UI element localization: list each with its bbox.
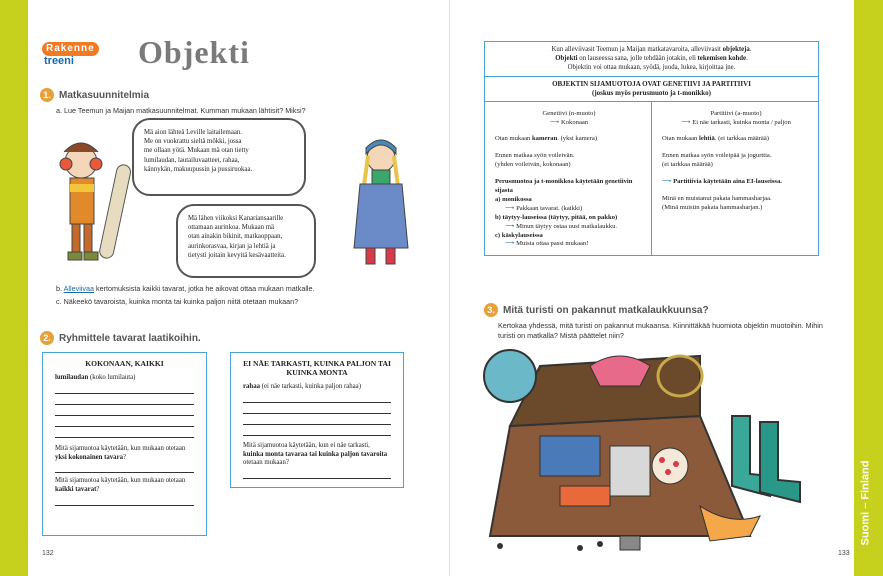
boy-with-snowboard-illustration <box>46 124 146 272</box>
grammar-intro <box>485 42 818 77</box>
partitive-column <box>651 102 818 256</box>
box-kokonaan-example <box>55 374 194 383</box>
intro-line1 <box>489 45 814 54</box>
par-ex3: Minä en muistanut pakata hammasharjaa. <box>662 195 772 203</box>
page-number-left: 132 <box>42 550 54 557</box>
example-note: (koko lumilauta) <box>88 374 136 381</box>
side-label-text: Suomi – Finland <box>859 460 872 546</box>
gen-ex1-pre: Otan mukaan <box>495 135 532 143</box>
answer-line[interactable] <box>55 462 194 473</box>
side-label-suomi-finland <box>861 455 881 555</box>
section1-title: Matkasuunnitelmia <box>59 89 150 101</box>
genitive-example1 <box>495 135 643 144</box>
bubble-maija-text: Mä lähen viikoksi Kanariansaarille ottamaan aurinkoa. Mukaan mä otan ainakin bikinit, matkaoppaan, aurinkorasvaa, kirjan ja lehtiä ja tietysti joitain kevyitä kesävaatteita. <box>188 215 286 259</box>
bubble-teemu-text: Mä aion lähteä Leville laitailemaan. Me on vuokrattu sieltä mökki, jossa me ollaan yötä. Mukaan mä otan tietty lumilaudan, lautailuvaatteet, rahaa, kännykän, makuupussin ja pussiruokaa. <box>144 129 253 173</box>
speech-bubble-teemu <box>132 118 306 196</box>
q1-bold: yksi kokonainen tavara <box>55 453 123 461</box>
box-ei-nae-example <box>243 383 391 392</box>
gen-rule: Perusmuotoa ja t-monikkoa käytetään genetiivin sijasta <box>495 178 633 195</box>
arrow-icon: ⟶ <box>662 178 674 186</box>
section2-number: 2. <box>40 331 54 345</box>
gen-ex1-bold: kameran <box>532 135 558 143</box>
q2-bold: kaikki tavarat <box>55 486 97 494</box>
intro1-post: . <box>749 46 752 53</box>
answer-line[interactable] <box>55 394 194 405</box>
partitive-rule <box>662 178 810 187</box>
gen-rule-b-ex: Minun täytyy ostaa uusi matkalaukku. <box>516 222 618 230</box>
partitive-example1 <box>662 135 810 144</box>
intro-line2 <box>489 54 814 63</box>
girl-in-winter-coat-illustration <box>346 138 416 270</box>
gen-rule-c-ex: Muista ottaa passi mukaan! <box>516 240 589 248</box>
arrow-icon: ⟶ <box>549 118 561 126</box>
example-word-rahaa: rahaa <box>243 383 260 390</box>
arrow-icon: ⟶ <box>505 222 517 230</box>
intro1-pre: Kun alleviivasit Teemun ja Maijan matkatavaroita, alleviivasit <box>551 46 723 53</box>
intro2-mid: on lauseessa sana, jolle tehdään jotakin, eli <box>577 55 698 63</box>
partitive-example2 <box>662 152 810 170</box>
answer-line[interactable] <box>55 416 194 427</box>
arrow-icon: ⟶ <box>505 240 517 248</box>
par-ex2: Ennen matkaa syön voileipää ja jogurttia. <box>662 152 772 160</box>
partitive-head2: Ei näe tarkasti, kuinka monta / paljon <box>692 118 791 126</box>
q1-post: ? <box>123 453 127 461</box>
answer-line[interactable] <box>243 425 391 436</box>
answer-line[interactable] <box>55 427 194 438</box>
arrow-icon: ⟶ <box>505 204 517 212</box>
section3-title: Mitä turisti on pakannut matkalaukkuunsa? <box>503 304 709 316</box>
answer-line[interactable] <box>243 468 391 479</box>
answer-line[interactable] <box>243 403 391 414</box>
partitive-example3 <box>662 195 810 213</box>
example-word-lumilaudan: lumilaudan <box>55 374 89 381</box>
left-page <box>28 0 450 576</box>
answer-line[interactable] <box>55 405 194 416</box>
partitive-head: Partitiivi (a-muoto) <box>710 109 762 117</box>
gen-rule-c: c) käskylauseissa <box>495 231 543 239</box>
gen-ex2: Ennen matkaa syön voileivän. <box>495 152 575 160</box>
q-post: otetaan mukaan? <box>243 459 289 467</box>
badge-top-text: Rakenne <box>42 42 99 56</box>
genitive-head: Genetiivi (n-muoto) <box>542 109 596 117</box>
box-kokonaan-title: KOKONAAN, KAIKKI <box>85 359 164 368</box>
grammar-columns <box>485 102 818 256</box>
genitive-rules <box>495 178 643 249</box>
page-number-right: 133 <box>838 550 850 557</box>
answer-line[interactable] <box>55 383 194 394</box>
box-kokonaan <box>42 352 207 536</box>
par-rule: Partitiivia käytetään aina EI-lauseissa. <box>673 178 782 186</box>
section3-text: Kertokaa yhdessä, mitä turisti on pakannut mukaansa. Kiinnittäkää huomiota objektin muotoihin. Mihin turisti on matkalla? Mistä päättelet niin? <box>498 321 823 340</box>
task-a: a. Lue Teemun ja Maijan matkasuunnitelmat. Kumman mukaan lähtisit? Miksi? <box>56 106 306 115</box>
gen-ex1-post: . (yksi kamera) <box>557 135 598 143</box>
box-ei-nae-title: EI NÄE TARKASTI, KUINKA PALJON TAI KUINKA MONTA <box>243 359 391 377</box>
intro-line3: Objektin voi ottaa mukaan, syödä, juoda, lukea, kirjoittaa jne. <box>567 64 736 72</box>
section3-number: 3. <box>484 303 498 317</box>
box-ei-nae-tarkasti <box>230 352 404 488</box>
grammar-title-line: OBJEKTIN SIJAMUOTOJA OVAT GENETIIVI JA PARTITIIVI <box>552 79 751 88</box>
intro2-bold1: Objekti <box>555 55 578 63</box>
answer-line[interactable] <box>243 414 391 425</box>
box-kokonaan-question2 <box>55 477 194 495</box>
grammar-subtitle: (joskus myös perusmuoto ja t-monikko) <box>591 88 711 97</box>
section2-title: Ryhmittele tavarat laatikoihin. <box>59 332 201 344</box>
answer-line[interactable] <box>55 495 194 506</box>
par-ex2b: (ei tarkkaa määrää) <box>662 161 713 169</box>
page-title: Objekti <box>138 34 250 70</box>
gen-rule-a-ex: Pakkaan tavarat. (kaikki) <box>516 204 583 212</box>
task-c: c. Näkeekö tavaroista, kuinka monta tai kuinka paljon niitä otetaan mukaan? <box>56 297 299 306</box>
genitive-example2 <box>495 152 643 170</box>
speech-bubble-maija <box>176 204 316 278</box>
section2-heading <box>40 331 201 345</box>
q1-pre: Mitä sijamuotoa käytetään, kun mukaan otetaan <box>55 444 186 452</box>
q-pre: Mitä sijamuotoa käytetään, kun ei näe tarkasti, <box>243 441 370 449</box>
intro2-bold2: tekemisen kohde <box>697 55 747 63</box>
grammar-title <box>485 77 818 102</box>
grammar-box <box>484 41 819 256</box>
box-ei-nae-question <box>243 442 391 468</box>
par-ex3b: (Minä muistin pakata hammasharjan.) <box>662 203 763 211</box>
intro1-bold: objekteja <box>722 46 750 53</box>
par-ex1-bold: lehtiä <box>699 135 715 143</box>
intro2-post: . <box>746 55 748 63</box>
packed-suitcase-illustration <box>470 346 830 556</box>
section1-number: 1. <box>40 88 54 102</box>
section3-heading <box>484 303 709 317</box>
box-kokonaan-question1 <box>55 445 194 463</box>
task-b-prefix: b. <box>56 284 64 293</box>
gen-rule-a: a) monikossa <box>495 195 532 203</box>
gen-rule-b: b) täytyy-lauseissa (täytyy, pitää, on pakko) <box>495 213 618 221</box>
task-b-rest: kertomuksista kaikki tavarat, jotka he aikovat ottaa mukaan matkalle. <box>93 284 315 293</box>
example-note: (ei näe tarkasti, kuinka paljon rahaa) <box>260 383 361 390</box>
answer-line[interactable] <box>243 392 391 403</box>
par-ex1-pre: Otan mukaan <box>662 135 699 143</box>
right-page <box>450 0 854 576</box>
section1-heading <box>40 88 149 102</box>
task-b <box>56 284 315 293</box>
genitive-column <box>485 102 651 256</box>
par-ex1-post: . (ei tarkkaa määrää) <box>714 135 769 143</box>
task-b-underlined-word: Alleviivaa <box>63 284 94 293</box>
arrow-icon: ⟶ <box>681 118 693 126</box>
gen-ex2b: (yhden voileivän, kokonaan) <box>495 161 571 169</box>
genitive-heading <box>495 110 643 128</box>
partitive-heading <box>662 110 810 128</box>
badge-bottom-text: treeni <box>44 55 74 67</box>
q2-pre: Mitä sijamuotoa käytetään, kun mukaan otetaan <box>55 477 186 485</box>
genitive-head2: Kokonaan <box>561 118 589 126</box>
rakennetreeni-badge <box>42 42 130 70</box>
q-bold: kuinka monta tavaraa tai kuinka paljon tavaroita <box>243 450 388 458</box>
q2-post: ? <box>96 486 100 494</box>
